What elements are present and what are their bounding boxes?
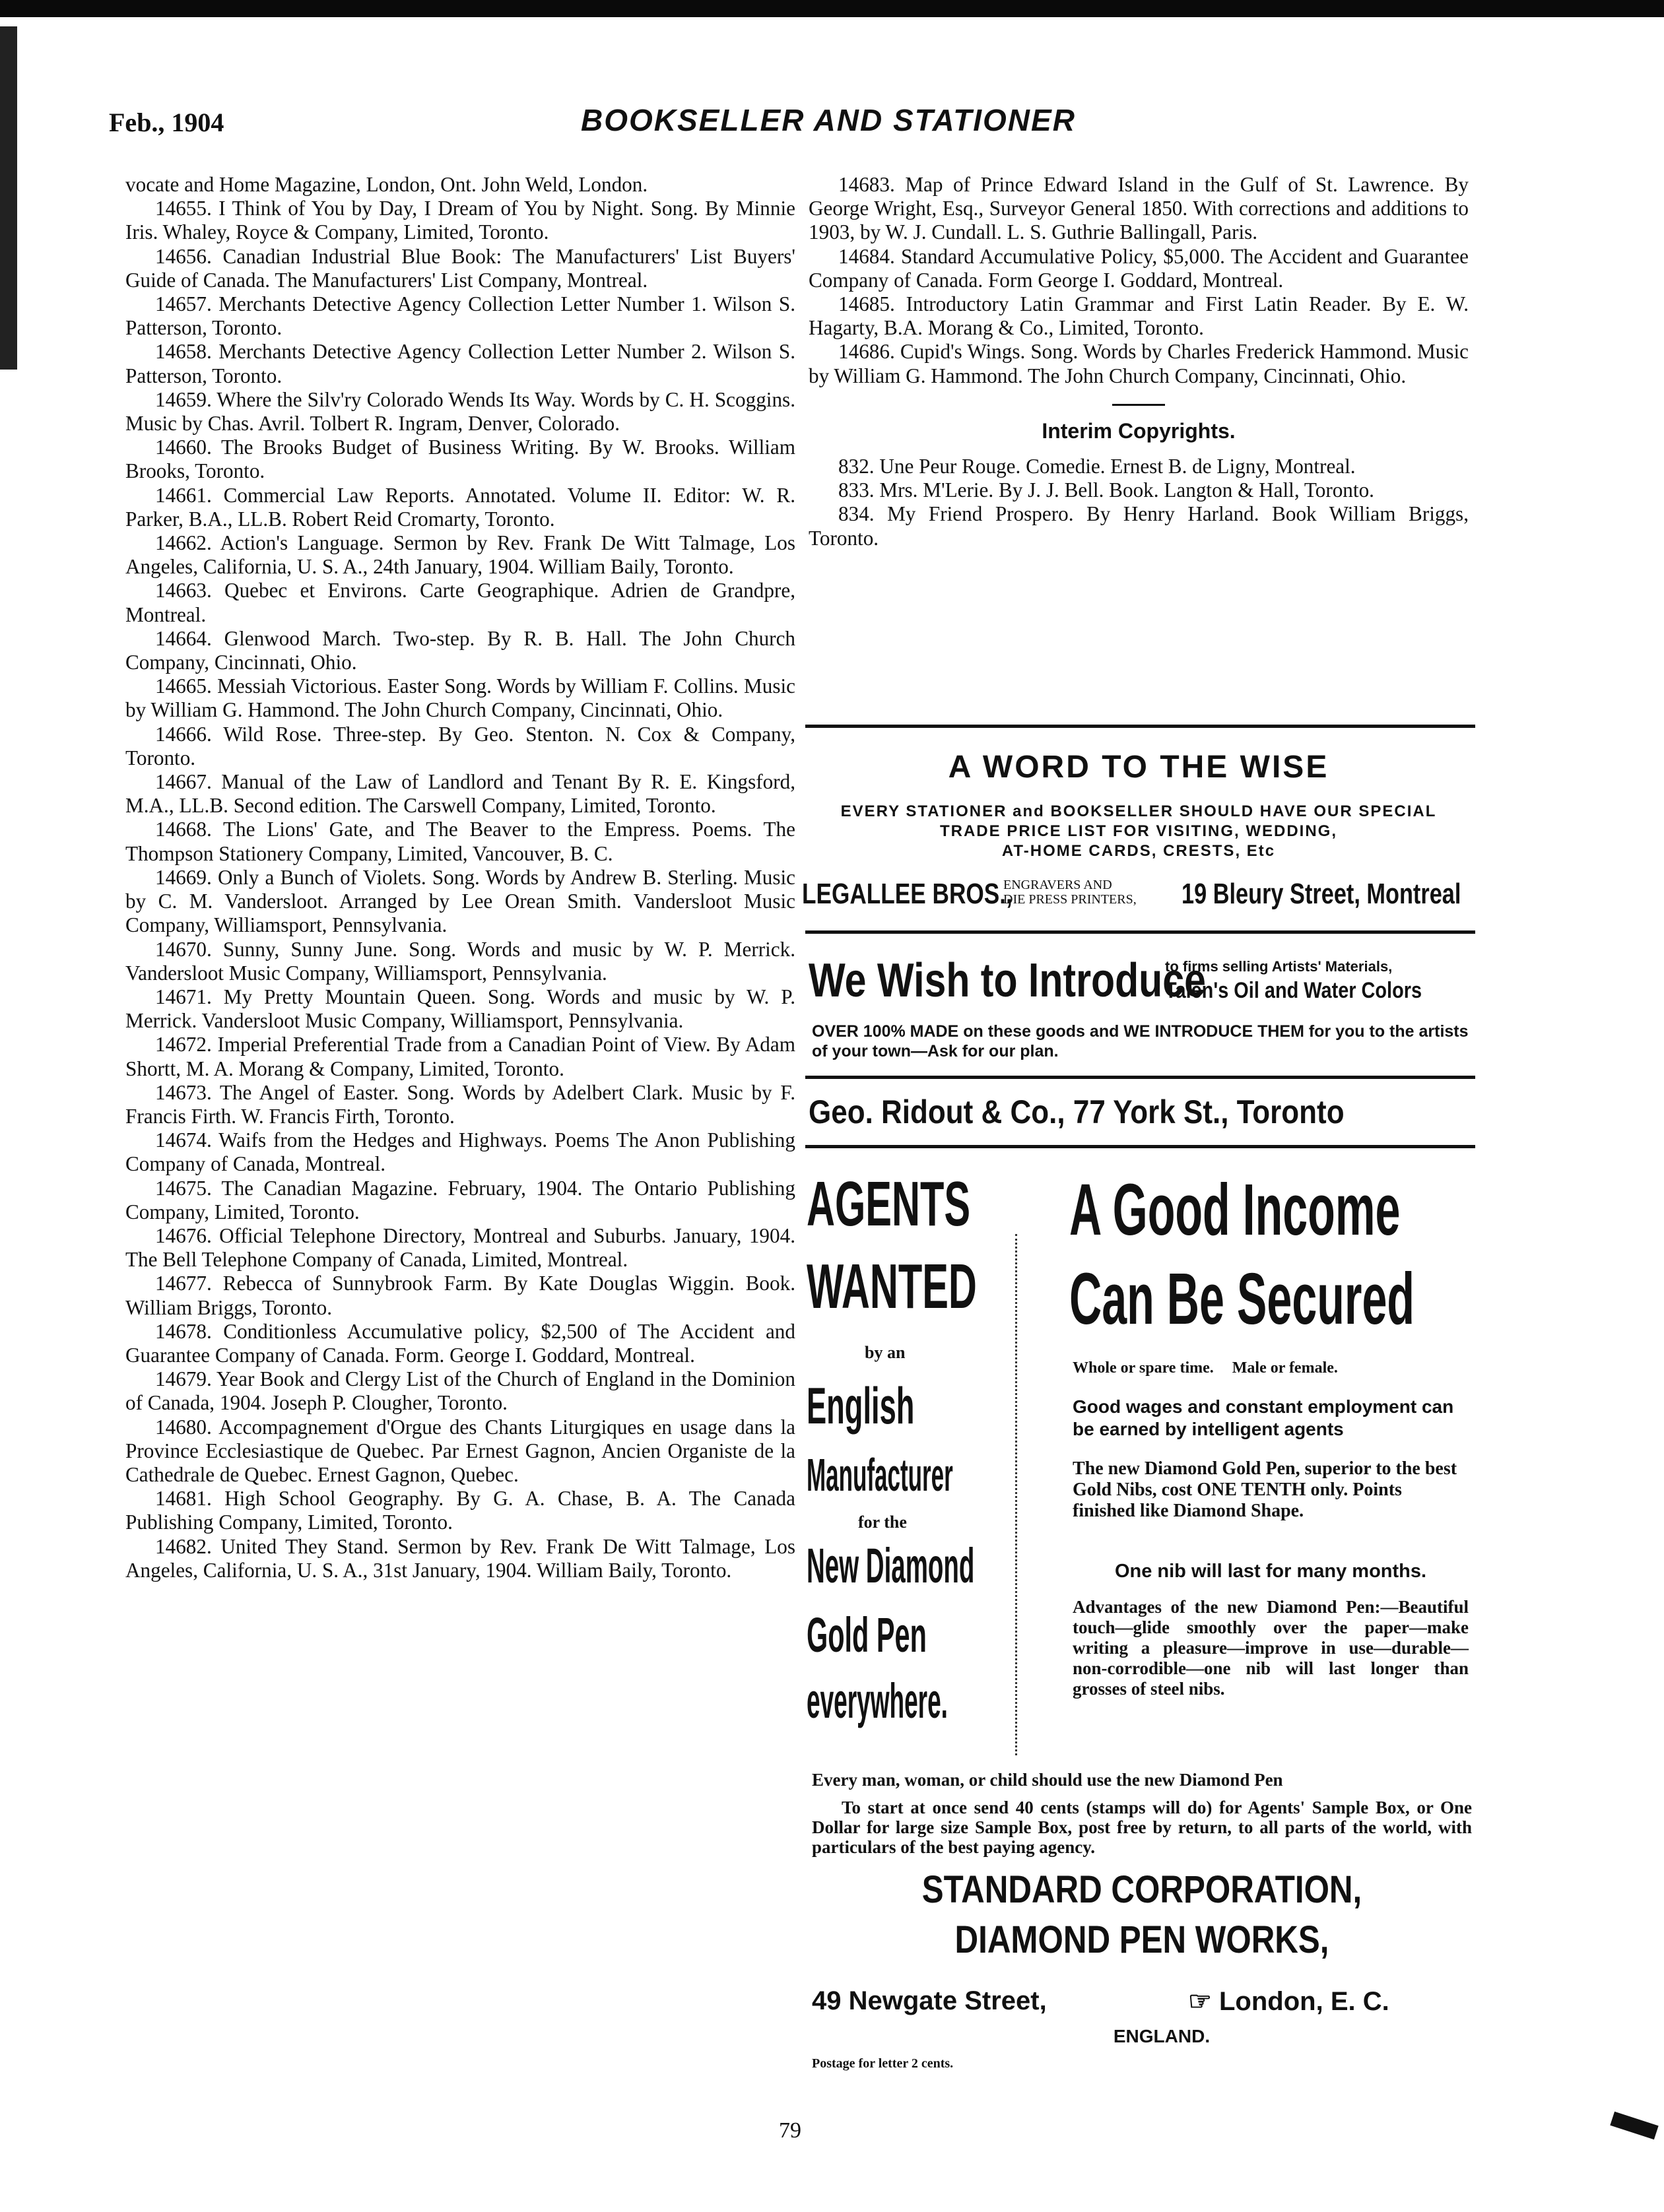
- ad-ridout-title: Geo. Ridout & Co., 77 York St., Toronto: [809, 1093, 1345, 1130]
- manufacturer-text: Manufacturer: [807, 1449, 953, 1501]
- entry-14675: 14675. The Canadian Magazine. February, 1904. The Ontario Publishing Company, Limited, Toronto.: [125, 1176, 795, 1223]
- ad-rule: [805, 930, 1475, 934]
- scan-mark: [1610, 2112, 1658, 2140]
- entry-14684: 14684. Standard Accumulative Policy, $5,000. The Accident and Guarantee Company of Canada. Form George I. Goddard, Montreal.: [809, 244, 1469, 292]
- entry-14658: 14658. Merchants Detective Agency Collection Letter Number 2. Wilson S. Patterson, Toronto.: [125, 340, 795, 387]
- time-line: [1073, 1359, 1469, 1377]
- wanted-heading: WANTED: [807, 1251, 977, 1322]
- ad-introduce-line: OVER 100% MADE on these goods and WE INTRODUCE THEM for you to the artists of your town—Ask for our plan.: [812, 1022, 1469, 1060]
- ad-wise-line3: AT-HOME CARDS, CRESTS, Etc: [1001, 842, 1276, 860]
- nibs-text: The new Diamond Gold Pen, superior to the best Gold Nibs, cost ONE TENTH only. Points finished like Diamond Shape.: [1073, 1458, 1457, 1521]
- ad-introduce-side1: to firms selling Artists' Materials,: [1165, 958, 1393, 975]
- corp-line1: STANDARD CORPORATION,: [921, 1868, 1362, 1911]
- ad-introduce-side2: Talen's Oil and Water Colors: [1165, 978, 1422, 1003]
- entry-continued: vocate and Home Magazine, London, Ont. John Weld, London.: [125, 173, 648, 196]
- ad-wise-name: LEGALLEE BROS.,: [802, 878, 1013, 910]
- corp-line2: DIAMOND PEN WORKS,: [954, 1918, 1329, 1961]
- entry-14671: 14671. My Pretty Mountain Queen. Song. Words and music by W. P. Merrick. Vandersloot Music Company, Williamsport, Pennsylvania.: [125, 985, 795, 1033]
- dotted-divider: [1015, 1234, 1017, 1755]
- entry-14670: 14670. Sunny, Sunny June. Song. Words and music by W. P. Merrick. Vandersloot Music Company, Williamsport, Pennsylvania.: [125, 937, 795, 985]
- entry-14673: 14673. The Angel of Easter. Song. Words by Adelbert Clark. Music by F. Francis Firth. W. Francis Firth, Toronto.: [125, 1080, 795, 1128]
- wages-text: Good wages and constant employment can be earned by intelligent agents: [1073, 1396, 1454, 1439]
- entry-14660: 14660. The Brooks Budget of Business Writing. By W. Brooks. William Brooks, Toronto.: [125, 436, 795, 483]
- entry-14672: 14672. Imperial Preferential Trade from a Canadian Point of View. By Adam Shortt, M. A. Morang & Company, Limited, Toronto.: [125, 1033, 795, 1080]
- entry-14661: 14661. Commercial Law Reports. Annotated. Volume II. Editor: W. R. Parker, B.A., LL.B. Robert Reid Cromarty, Toronto.: [125, 483, 795, 531]
- entry-14679: 14679. Year Book and Clergy List of the Church of England in the Dominion of Canada, 1904. Joseph P. Clougher, Toronto.: [125, 1367, 795, 1415]
- postage-text: Postage for letter 2 cents.: [812, 2056, 954, 2071]
- interim-heading: Interim Copyrights.: [1042, 418, 1236, 443]
- header-title: BOOKSELLER AND STATIONER: [581, 103, 1076, 137]
- new-diamond-text: New Diamond: [807, 1538, 975, 1593]
- city-line: [1188, 1986, 1465, 2017]
- section-divider: [1112, 404, 1165, 406]
- entry-14664: 14664. Glenwood March. Two-step. By R. B. Hall. The John Church Company, Cincinnati, Ohio.: [125, 626, 795, 674]
- hand-icon: ☞: [1188, 1987, 1212, 2016]
- entry-14655: 14655. I Think of You by Day, I Dream of You by Night. Song. By Minnie Iris. Whaley, Royce & Company, Limited, Toronto.: [125, 197, 795, 244]
- interim-834: 834. My Friend Prospero. By Henry Harland. Book William Briggs, Toronto.: [809, 502, 1469, 550]
- entry-14659: 14659. Where the Silv'ry Colorado Wends Its Way. Words by C. H. Scoggins. Music by Chas. Avril. Tolbert R. Ingram, Denver, Colorado.: [125, 387, 795, 436]
- entry-14678: 14678. Conditionless Accumulative policy, $2,500 of The Accident and Guarantee Company of Canada. Form. George I. Goddard, Montreal.: [125, 1319, 795, 1367]
- scan-border-left: [0, 26, 17, 370]
- every-man-text: Every man, woman, or child should use the new Diamond Pen: [812, 1770, 1283, 1790]
- entry-14663: 14663. Quebec et Environs. Carte Geographique. Adrien de Grandpre, Montreal.: [125, 579, 795, 626]
- ad-introduce-title: We Wish to Introduce: [809, 954, 1206, 1007]
- ad-rule: [805, 1076, 1475, 1079]
- ad-wise-line1: EVERY STATIONER and BOOKSELLER SHOULD HAVE OUR SPECIAL: [840, 802, 1437, 820]
- whole-text: Whole or spare time.: [1073, 1359, 1214, 1377]
- entry-14669: 14669. Only a Bunch of Violets. Song. Words by Andrew B. Sterling. Music by C. M. Vandersloot. Arranged by Lee Orean Smith. Vandersloot Music Company, Williamsport, Pennsylvania.: [125, 865, 795, 937]
- english-text: English: [807, 1377, 915, 1435]
- entry-14681: 14681. High School Geography. By G. A. Chase, B. A. The Canada Publishing Company, Limited, Toronto.: [125, 1487, 795, 1534]
- ad-wise-address: 19 Bleury Street, Montreal: [1181, 878, 1461, 910]
- ad-wise-small1: ENGRAVERS AND: [1003, 878, 1112, 892]
- page-number: 79: [779, 2118, 801, 2143]
- ad-rule: [805, 725, 1475, 728]
- everywhere-text: everywhere.: [807, 1674, 948, 1728]
- by-an-text: by an: [865, 1343, 906, 1362]
- interim-833: 833. Mrs. M'Lerie. By J. J. Bell. Book. Langton & Hall, Toronto.: [838, 478, 1374, 502]
- advantages-text: Advantages of the new Diamond Pen:—Beautiful touch—glide smoothly over the paper—make writing a pleasure—improve in use—durable—non-corrodible—one nib will last longer than grosses of steel nibs.: [1073, 1597, 1469, 1699]
- entry-14680: 14680. Accompagnement d'Orgue des Chants Liturgiques en usage dans la Province Ecclesiastique de Quebec. Par Ernest Gagnon, Ancien Organiste de la Cathedrale de Quebec. Ernest Gagnon, Quebec.: [125, 1415, 795, 1486]
- entry-14686: 14686. Cupid's Wings. Song. Words by Charles Frederick Hammond. Music by William G. Hammond. The John Church Company, Cincinnati, Ohio.: [809, 340, 1469, 387]
- entry-14657: 14657. Merchants Detective Agency Collection Letter Number 1. Wilson S. Patterson, Toronto.: [125, 292, 795, 340]
- one-nib-text: One nib will last for many months.: [1114, 1561, 1427, 1582]
- scan-border-top: [0, 0, 1664, 17]
- left-column: [125, 173, 795, 1582]
- ad-rule: [805, 1145, 1475, 1148]
- entry-14677: 14677. Rebecca of Sunnybrook Farm. By Kate Douglas Wiggin. Book. William Briggs, Toronto.: [125, 1272, 795, 1319]
- entry-14674: 14674. Waifs from the Hedges and Highways. Poems The Anon Publishing Company of Canada, Montreal.: [125, 1128, 795, 1176]
- entry-14683: 14683. Map of Prince Edward Island in the Gulf of St. Lawrence. By George Wright, Esq., Surveyor General 1850. With corrections and additions to 1903, by W. J. Cundall. L. S. Guthrie Ballingall, Paris.: [809, 173, 1469, 244]
- male-text: Male or female.: [1232, 1359, 1338, 1377]
- interim-832: 832. Une Peur Rouge. Comedie. Ernest B. de Ligny, Montreal.: [838, 455, 1356, 478]
- entry-14665: 14665. Messiah Victorious. Easter Song. Words by William F. Collins. Music by William G. Hammond. The John Church Company, Cincinnati, Ohio.: [125, 674, 795, 722]
- for-the-text: for the: [858, 1513, 907, 1532]
- country-text: ENGLAND.: [1113, 2026, 1211, 2046]
- can-be-secured-heading: Can Be Secured: [1069, 1258, 1415, 1340]
- agents-heading: AGENTS: [807, 1169, 971, 1239]
- start-text: To start at once send 40 cents (stamps will do) for Agents' Sample Box, or One Dollar for large size Sample Box, post free by return, to all parts of the world, with particulars of the best paying agency.: [812, 1798, 1472, 1857]
- entry-14682: 14682. United They Stand. Sermon by Rev. Frank De Witt Talmage, Los Angeles, California, U. S. A., 31st January, 1904. William Baily, Toronto.: [125, 1534, 795, 1582]
- right-column: [809, 173, 1469, 550]
- entry-14666: 14666. Wild Rose. Three-step. By Geo. Stenton. N. Cox & Company, Toronto.: [125, 722, 795, 769]
- entry-14662: 14662. Action's Language. Sermon by Rev. Frank De Witt Talmage, Los Angeles, California, U. S. A., 24th January, 1904. William Baily, Toronto.: [125, 531, 795, 579]
- ad-wise-small: [1003, 878, 1137, 907]
- entry-14676: 14676. Official Telephone Directory, Montreal and Suburbs. January, 1904. The Bell Telephone Company of Canada, Limited, Montreal.: [125, 1223, 795, 1272]
- entry-14656: 14656. Canadian Industrial Blue Book: The Manufacturers' List Buyers' Guide of Canada. The Manufacturers' List Company, Montreal.: [125, 244, 795, 292]
- city-text: London, E. C.: [1218, 1987, 1389, 2016]
- ad-wise-line2: TRADE PRICE LIST FOR VISITING, WEDDING,: [939, 822, 1337, 840]
- header-date: Feb., 1904: [109, 108, 224, 137]
- entry-14668: 14668. The Lions' Gate, and The Beaver to the Empress. Poems. The Thompson Stationery Company, Limited, Vancouver, B. C.: [125, 818, 795, 865]
- entry-14667: 14667. Manual of the Law of Landlord and Tenant By R. E. Kingsford, M.A., LL.B. Second edition. The Carswell Company, Limited, Toronto.: [125, 770, 795, 818]
- good-income-heading: A Good Income: [1069, 1169, 1401, 1251]
- ad-wise-title: A WORD TO THE WISE: [948, 750, 1329, 785]
- street-text: 49 Newgate Street,: [812, 1986, 1047, 2015]
- gold-pen-text: Gold Pen: [807, 1608, 927, 1662]
- entry-14685: 14685. Introductory Latin Grammar and First Latin Reader. By E. W. Hagarty, B.A. Morang & Co., Limited, Toronto.: [809, 292, 1469, 340]
- ad-wise-small2: DIE PRESS PRINTERS,: [1003, 892, 1137, 907]
